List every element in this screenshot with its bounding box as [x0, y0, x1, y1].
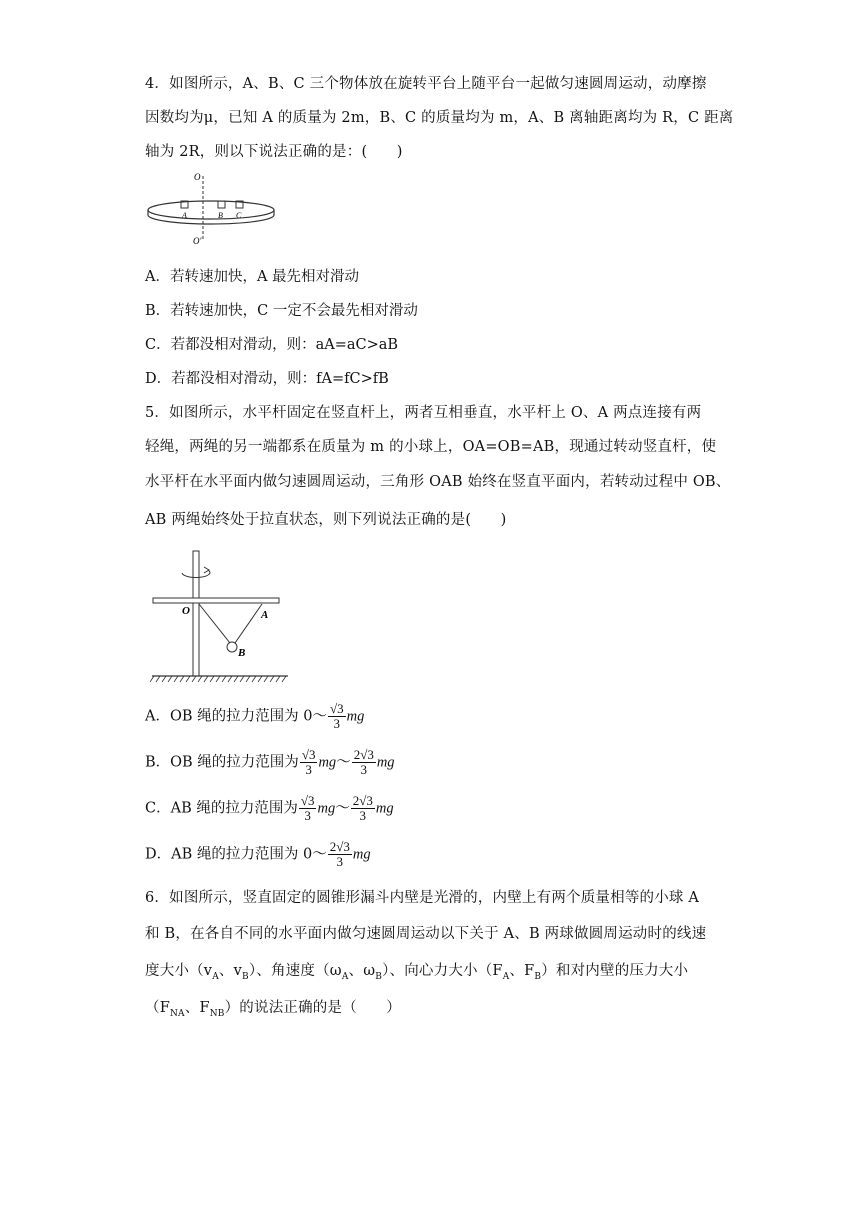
q6-line-4: （$F_{NA}$、$F_{NB}$）的说法正确的是（ ） [145, 1000, 402, 1019]
rope-ab [235, 604, 262, 643]
label-o-top: O [194, 172, 201, 182]
q5-option-c: C．AB 绳的拉力范围为 $\frac{√3}{3}$ mg～ $\frac{2√3}{3}$ mg [145, 793, 394, 823]
q5-option-b-text: B．OB 绳的拉力范围为 [145, 754, 299, 771]
q4-line-1: 4．如图所示，A、B、C 三个物体放在旋转平台上随平台一起做匀速圆周运动，动摩擦 [145, 76, 707, 92]
q6-line-1: 6．如图所示，竖直固定的圆锥形漏斗内壁是光滑的，内壁上有两个质量相等的小球 A [145, 890, 700, 906]
q4-option-d: D．若都没相对滑动，则：fA=fC>fB [145, 371, 389, 387]
q4-line-2: 因数均为μ，已知 A 的质量为 2m，B、C 的质量均为 m，A、B 离轴距离均为 R，C 距离 [145, 110, 734, 126]
label-c: C [236, 211, 242, 220]
q4-option-a: A．若转速加快，A 最先相对滑动 [145, 269, 360, 285]
label-o-bottom: O' [193, 236, 202, 246]
q6-line-3: 度大小（$v_A$、$v_B$）、角速度（$\omega_A$、$\omega_B$）、向心力大小（$F_A$、$F_B$）和对内壁的压力大小 [145, 963, 689, 982]
q4-option-b: B．若转速加快，C 一定不会最先相对滑动 [145, 303, 418, 319]
q5-line-4: AB 两绳始终处于拉直状态，则下列说法正确的是( ) [145, 512, 507, 528]
ball-b [227, 642, 237, 652]
label-b: B [238, 647, 246, 659]
q5-option-d: D．AB 绳的拉力范围为 0～ $\frac{2√3}{3}$ mg [145, 839, 371, 869]
q5-option-a-text: A．OB 绳的拉力范围为 0～ [145, 708, 327, 725]
label-a: A [261, 609, 269, 621]
label-b: B [218, 211, 223, 220]
q4-option-c: C．若都没相对滑动，则：aA=aC>aB [145, 337, 399, 353]
platform-top [148, 201, 274, 219]
q5-line-3: 水平杆在水平面内做匀速圆周运动，三角形 OAB 始终在竖直平面内，若转动过程中 OB、 [145, 474, 731, 490]
rope-ob [199, 604, 230, 643]
q5-option-d-text: D．AB 绳的拉力范围为 0～ [145, 846, 327, 863]
q5-line-2: 轻绳，两绳的另一端都系在质量为 m 的小球上，OA=OB=AB，现通过转动竖直杆，使 [145, 439, 717, 455]
label-o: O [182, 605, 190, 617]
q4-rotating-platform-figure [145, 168, 277, 248]
label-a: A [182, 211, 187, 220]
q5-option-c-text: C．AB 绳的拉力范围为 [145, 800, 298, 817]
q5-option-b: B．OB 绳的拉力范围为 $\frac{√3}{3}$ mg～ $\frac{2√3}{3}$ mg [145, 747, 395, 777]
q5-rod-figure [150, 548, 290, 686]
q5-line-1: 5．如图所示，水平杆固定在竖直杆上，两者互相垂直，水平杆上 O、A 两点连接有两 [145, 405, 702, 421]
q4-line-3: 轴为 2R，则以下说法正确的是：( ) [145, 144, 403, 160]
q5-option-a: A．OB 绳的拉力范围为 0～ $\frac{√3}{3}$ mg [145, 701, 365, 731]
block-b [218, 201, 225, 208]
q6-line-2: 和 B，在各自不同的水平面内做匀速圆周运动以下关于 A、B 两球做圆周运动时的线速 [145, 926, 707, 942]
horizontal-rod [153, 598, 279, 603]
ground-hatching [150, 676, 286, 682]
vertical-rod [193, 551, 199, 676]
